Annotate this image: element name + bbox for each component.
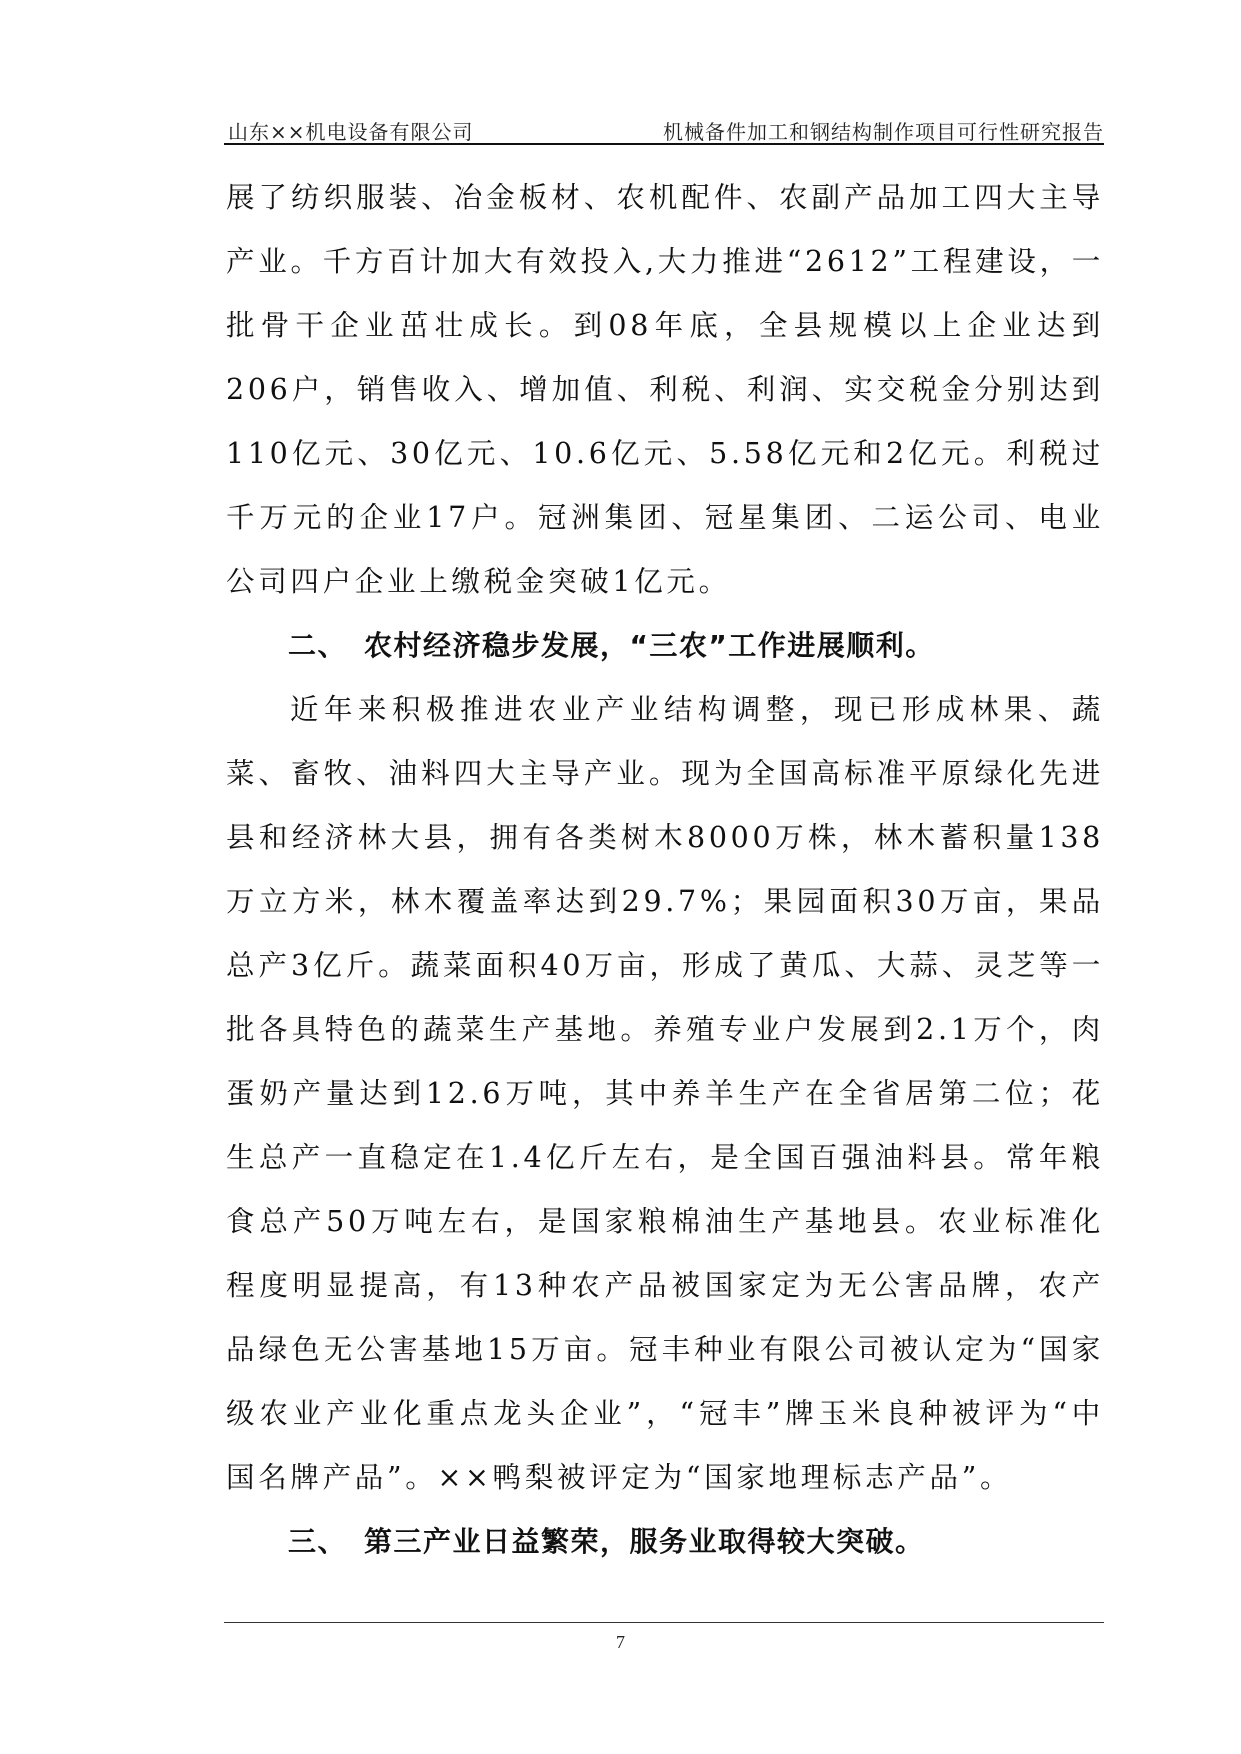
section-heading-3	[226, 1510, 1104, 1574]
document-body	[226, 166, 1104, 1574]
section-title-3: 第三产业日益繁荣，服务业取得较大突破。	[364, 1525, 925, 1558]
section-number-3: 三、	[288, 1525, 348, 1558]
paragraph-agriculture: 近年来积极推进农业产业结构调整，现已形成林果、蔬菜、畜牧、油料四大主导产业。现为全国高标准平原绿化先进县和经济林大县，拥有各类树木8000万株，林木蓄积量138万立方米，林木覆盖率达到29.7%；果园面积30万亩，果品总产3亿斤。蔬菜面积40万亩，形成了黄瓜、大蒜、灵芝等一批各具特色的蔬菜生产基地。养殖专业户发展到2.1万个，肉蛋奶产量达到12.6万吨，其中养羊生产在全省居第二位；花生总产一直稳定在1.4亿斤左右，是全国百强油料县。常年粮食总产50万吨左右，是国家粮棉油生产基地县。农业标准化程度明显提高，有13种农产品被国家定为无公害品牌，农产品绿色无公害基地15万亩。冠丰种业有限公司被认定为“国家级农业产业化重点龙头企业”，“冠丰”牌玉米良种被评为“中国名牌产品”。××鸭梨被评定为“国家地理标志产品”。	[226, 693, 1104, 1494]
header-report-title: 机械备件加工和钢结构制作项目可行性研究报告	[663, 120, 1104, 144]
header-company-name: 山东××机电设备有限公司	[228, 120, 474, 144]
paragraph-industry: 展了纺织服装、冶金板材、农机配件、农副产品加工四大主导产业。千方百计加大有效投入,大力推进“2612”工程建设，一批骨干企业茁壮成长。到08年底，全县规模以上企业达到206户，销售收入、增加值、利税、利润、实交税金分别达到110亿元、30亿元、10.6亿元、5.58亿元和2亿元。利税过千万元的企业17户。冠洲集团、冠星集团、二运公司、电业公司四户企业上缴税金突破1亿元。	[226, 181, 1104, 598]
header-divider	[224, 143, 1104, 145]
section-number-2: 二、	[288, 629, 348, 662]
page-number: 7	[616, 1632, 625, 1652]
page-header	[228, 112, 1104, 146]
footer-divider	[224, 1622, 1104, 1623]
section-title-2: 农村经济稳步发展，“三农”工作进展顺利。	[364, 629, 935, 662]
section-heading-2	[226, 614, 1104, 678]
